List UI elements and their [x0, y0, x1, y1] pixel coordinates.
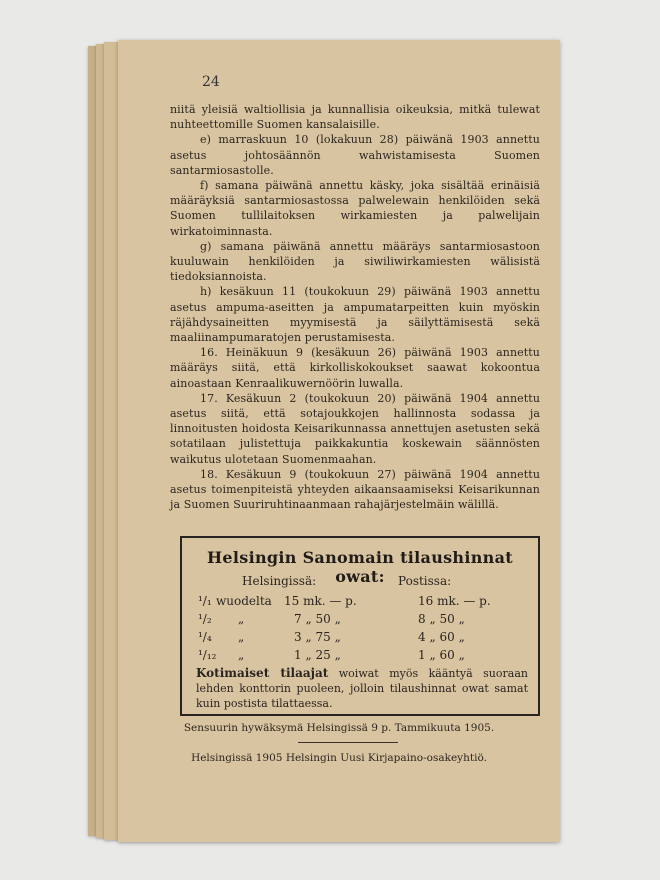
page-number: 24: [202, 74, 220, 90]
price-post: 1 „ 60 „: [418, 648, 465, 662]
price-post: 8 „ 50 „: [418, 612, 465, 626]
paragraph: 18. Kesäkuun 9 (toukokuun 27) päiwänä 1904 annettu asetus toimenpiteistä yhteyden aikaansaamiseksi Keisarikunnan ja Suomen Suuriruhtinaanmaan rahajärjestelmäin wälillä.: [170, 467, 540, 512]
paragraph: 16. Heinäkuun 9 (kesäkuun 26) päiwänä 1903 annettu määräys siitä, että kirkolliskokoukset saawat kokoontua ainoastaan Kenraalikuwernöörin luwalla.: [170, 346, 540, 390]
note-lead: Kotimaiset tilaajat: [196, 666, 329, 680]
paragraph: f) samana päiwänä annettu käsky, joka sisältää erinäisiä määräyksiä santarmiosastossa palwelewain henkilöiden sekä Suomen tullilaitoksen wirkamiesten ja palwelijain wirkatoiminnasta.: [170, 179, 540, 238]
period-fraction: ¹/₁₂: [198, 648, 217, 662]
price-helsinki: 15 mk. — p.: [284, 594, 357, 608]
period-label: wuodelta: [216, 594, 272, 608]
document-page: [118, 40, 560, 842]
column-header-post: Postissa:: [398, 574, 452, 588]
subscription-title: Helsingin Sanomain tilaushinnat owat:: [207, 548, 513, 586]
body-text: [170, 102, 540, 512]
subscription-price-box: [180, 536, 540, 716]
censor-approval: Sensuurin hywäksymä Helsingissä 9 p. Tammikuuta 1905.: [183, 722, 495, 734]
period-label: „: [238, 648, 245, 662]
price-row: [198, 648, 528, 664]
price-row: [198, 630, 528, 646]
period-label: „: [238, 630, 245, 644]
price-helsinki: 3 „ 75 „: [294, 630, 341, 644]
note-text: woiwat myös kääntyä suoraan lehden konttorin puoleen, jolloin tilaushinnat owat samat kuin postista tilattaessa.: [196, 667, 528, 710]
period-fraction: ¹/₄: [198, 630, 212, 644]
paragraph: 17. Kesäkuun 2 (toukokuun 20) päiwänä 1904 annettu asetus siitä, että sotajoukkojen hallinnosta sodassa ja linnoitusten hoidosta Keisarikunnassa annettujen asetusten sekä sotatilaan julistettuja paikkakuntia koskewain säännösten waikutus ulotetaan Suomenmaahan.: [170, 391, 540, 466]
price-post: 16 mk. — p.: [418, 594, 491, 608]
price-post: 4 „ 60 „: [418, 630, 465, 644]
printer-imprint: Helsingissä 1905 Helsingin Uusi Kirjapaino-osakeyhtiö.: [191, 752, 487, 764]
price-row: [198, 594, 528, 610]
period-label: „: [238, 612, 245, 626]
divider: [298, 742, 398, 743]
period-fraction: ¹/₁: [198, 594, 212, 608]
price-helsinki: 7 „ 50 „: [294, 612, 341, 626]
period-fraction: ¹/₂: [198, 612, 212, 626]
subscription-note: [196, 666, 528, 711]
paragraph: niitä yleisiä waltiollisia ja kunnallisia oikeuksia, mitkä tulewat nuhteettomille Suomen kansalaisille.: [170, 103, 540, 132]
price-row: [198, 612, 528, 628]
column-header-helsinki: Helsingissä:: [242, 574, 317, 588]
paragraph: h) kesäkuun 11 (toukokuun 29) päiwänä 1903 annettu asetus ampuma-aseitten ja ampumatarpeitten kuin myöskin räjähdysaineitten myymisestä ja säilyttämisestä sekä maaliinampumaratojen perustamisesta.: [170, 285, 540, 345]
paragraph: g) samana päiwänä annettu määräys santarmiosastoon kuuluwain henkilöiden ja siwiliwirkamiesten wälisistä tiedoksiannoista.: [170, 239, 540, 284]
price-helsinki: 1 „ 25 „: [294, 648, 341, 662]
paragraph: e) marraskuun 10 (lokakuun 28) päiwänä 1903 annettu asetus johtosäännön wahwistamisesta Suomen santarmiosastolle.: [170, 133, 540, 177]
